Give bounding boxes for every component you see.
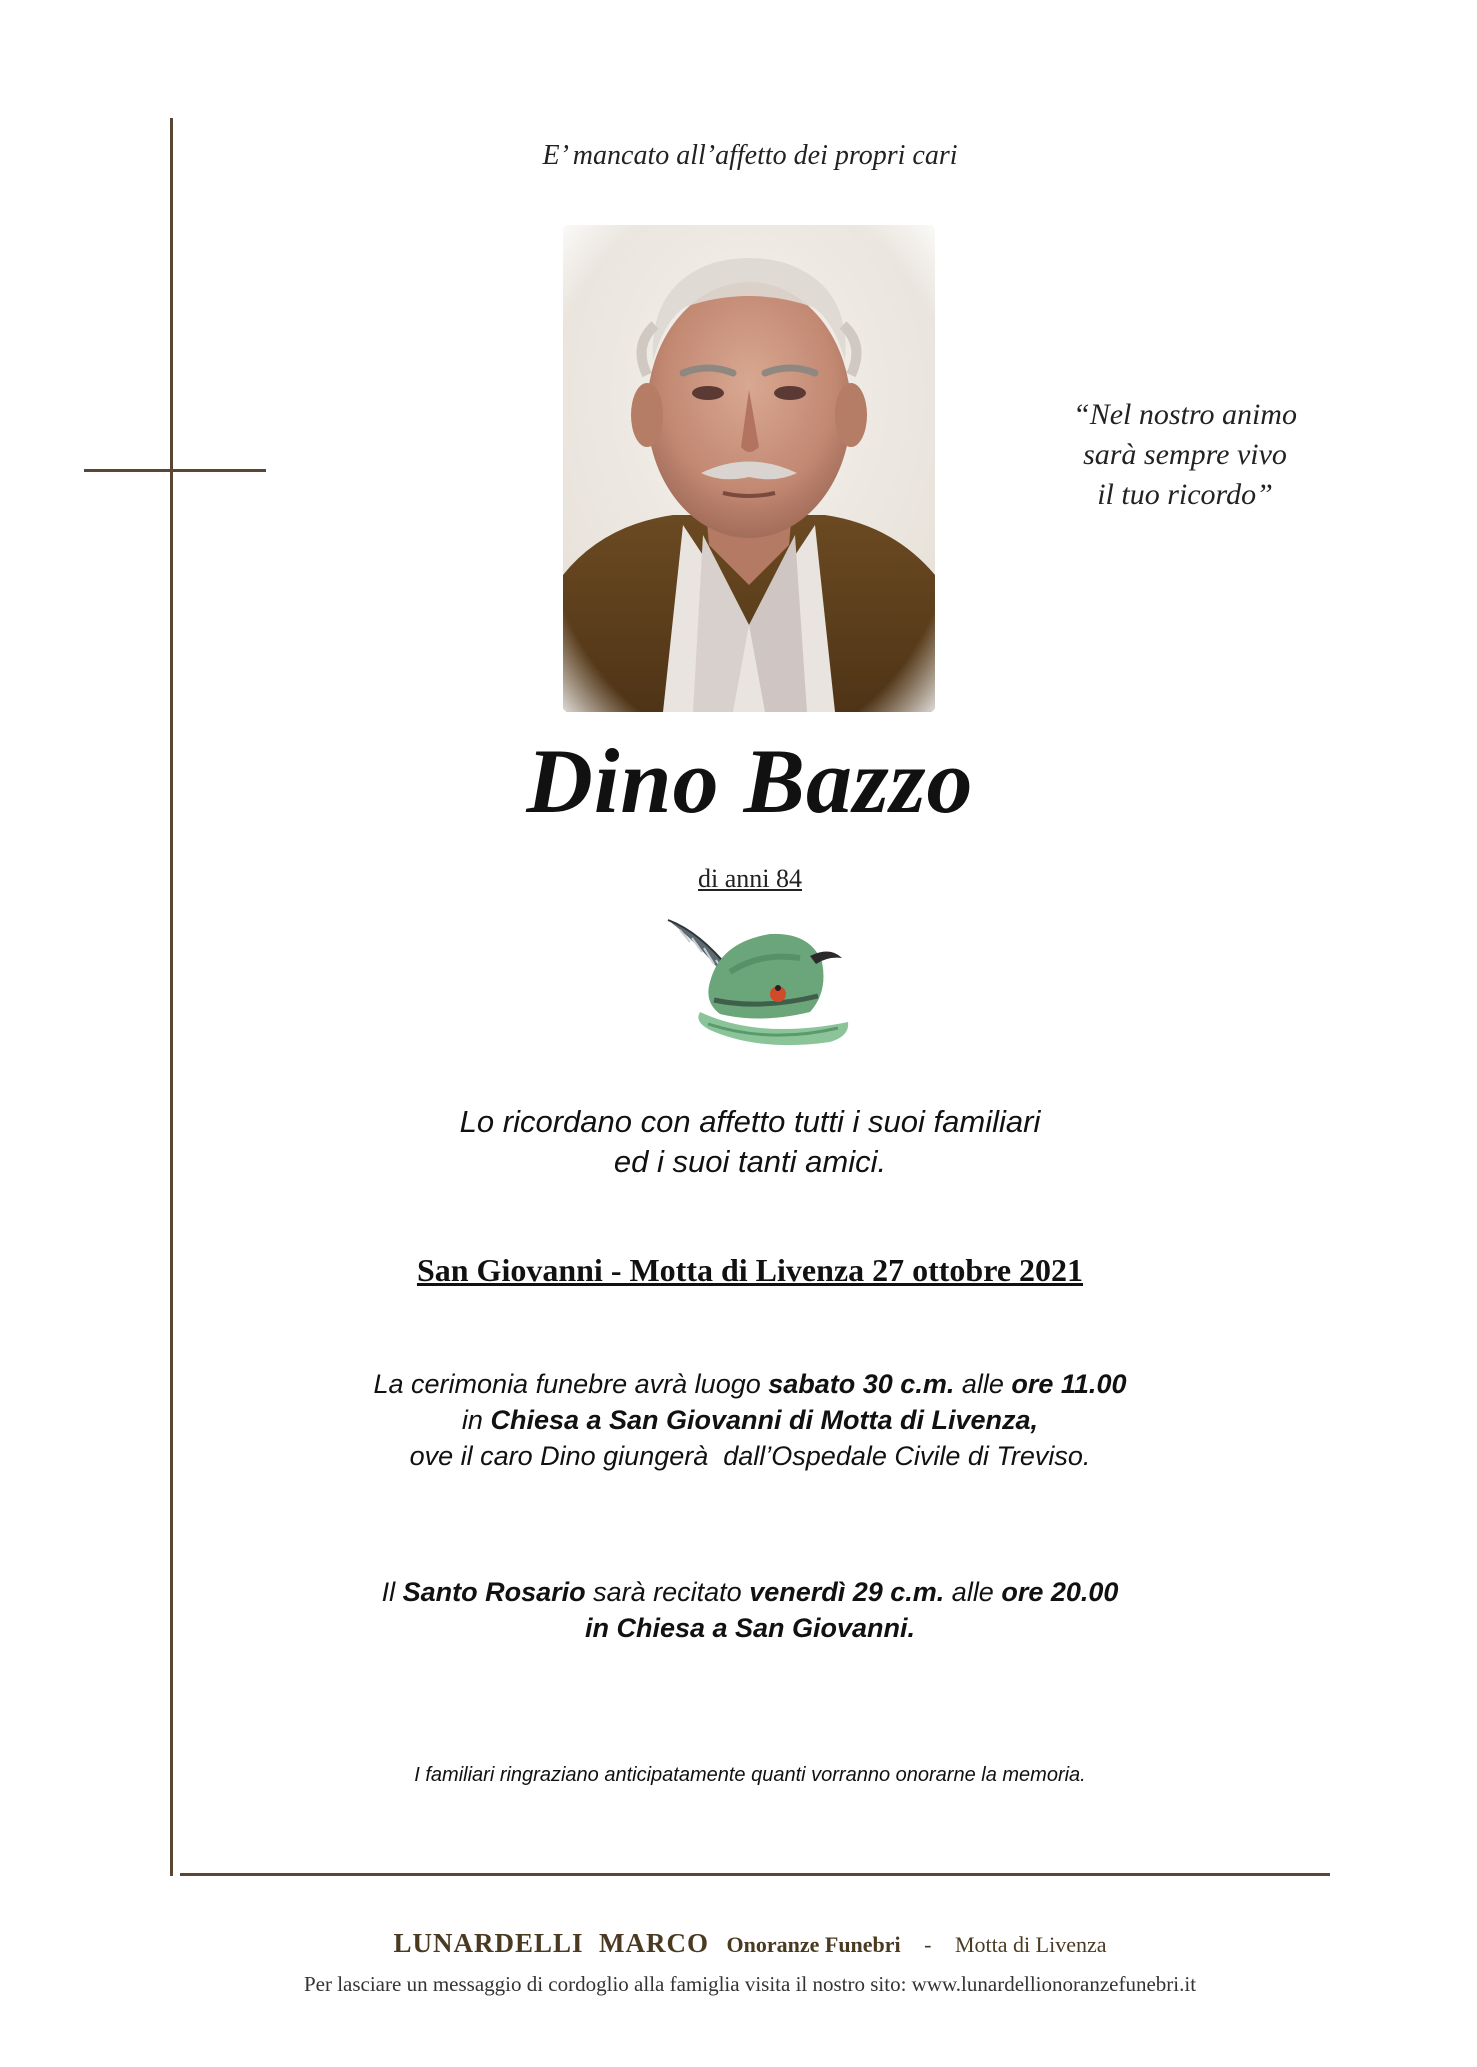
- cross-vertical-line: [170, 118, 173, 1876]
- ceremony-time: ore 11.00: [1011, 1369, 1127, 1399]
- frame-bottom-line: [180, 1873, 1330, 1876]
- ceremony-text: alle: [954, 1369, 1012, 1399]
- rosary-title: Santo Rosario: [402, 1577, 586, 1607]
- rosary-text: sarà recitato: [585, 1577, 750, 1607]
- rosary-line-2: [300, 1610, 1200, 1646]
- rosary-text: alle: [944, 1577, 1002, 1607]
- rosary-time: ore 20.00: [1001, 1577, 1119, 1607]
- deceased-name: Dino Bazzo: [526, 730, 974, 832]
- rosary-line-1: [300, 1574, 1200, 1610]
- ceremony-text: in: [461, 1405, 491, 1435]
- quote-line: il tuo ricordo”: [1097, 478, 1273, 511]
- ceremony-line-2: [300, 1402, 1200, 1438]
- footer-business-line: [200, 1928, 1300, 1959]
- ceremony-text: La cerimonia funebre avrà luogo: [373, 1369, 769, 1399]
- business-town: Motta di Livenza: [955, 1932, 1107, 1957]
- alpine-hat-with-feather-icon: [660, 912, 860, 1052]
- deceased-age: di anni 84: [698, 864, 802, 893]
- cross-horizontal-line: [84, 469, 266, 472]
- memorial-quote: [1040, 395, 1330, 515]
- rosary-info: [300, 1574, 1200, 1646]
- ceremony-day: sabato 30 c.m.: [768, 1369, 955, 1399]
- rosary-location: in Chiesa a San Giovanni.: [584, 1613, 916, 1643]
- footer-condolence-message: Per lasciare un messaggio di cordoglio alla famiglia visita il nostro sito: www.lunardellionoranzefunebri.it: [303, 1972, 1197, 1996]
- intro-text: E’ mancato all’affetto dei propri cari: [542, 140, 958, 171]
- ceremony-line-3: ove il caro Dino giungerà dall’Ospedale Civile di Treviso.: [409, 1441, 1091, 1471]
- family-thanks: I familiari ringraziano anticipatamente quanti vorranno onorarne la memoria.: [414, 1764, 1086, 1786]
- business-name: LUNARDELLI MARCO: [393, 1928, 709, 1958]
- remembrance-text: [300, 1102, 1200, 1182]
- rosary-text: Il: [381, 1577, 403, 1607]
- remembrance-line: Lo ricordano con affetto tutti i suoi familiari: [459, 1104, 1041, 1139]
- rosary-day: venerdì 29 c.m.: [749, 1577, 945, 1607]
- portrait-photo: [563, 225, 935, 712]
- remembrance-line: ed i suoi tanti amici.: [613, 1144, 887, 1179]
- place-and-date: San Giovanni - Motta di Livenza 27 ottobre 2021: [416, 1252, 1084, 1288]
- quote-line: “Nel nostro animo: [1073, 398, 1297, 431]
- ceremony-location: Chiesa a San Giovanni di Motta di Livenza,: [490, 1405, 1039, 1435]
- footer-separator: -: [924, 1932, 932, 1957]
- ceremony-line-1: [300, 1366, 1200, 1402]
- quote-line: sarà sempre vivo: [1083, 438, 1287, 471]
- funeral-ceremony-info: [300, 1366, 1200, 1474]
- business-service: Onoranze Funebri: [726, 1932, 901, 1957]
